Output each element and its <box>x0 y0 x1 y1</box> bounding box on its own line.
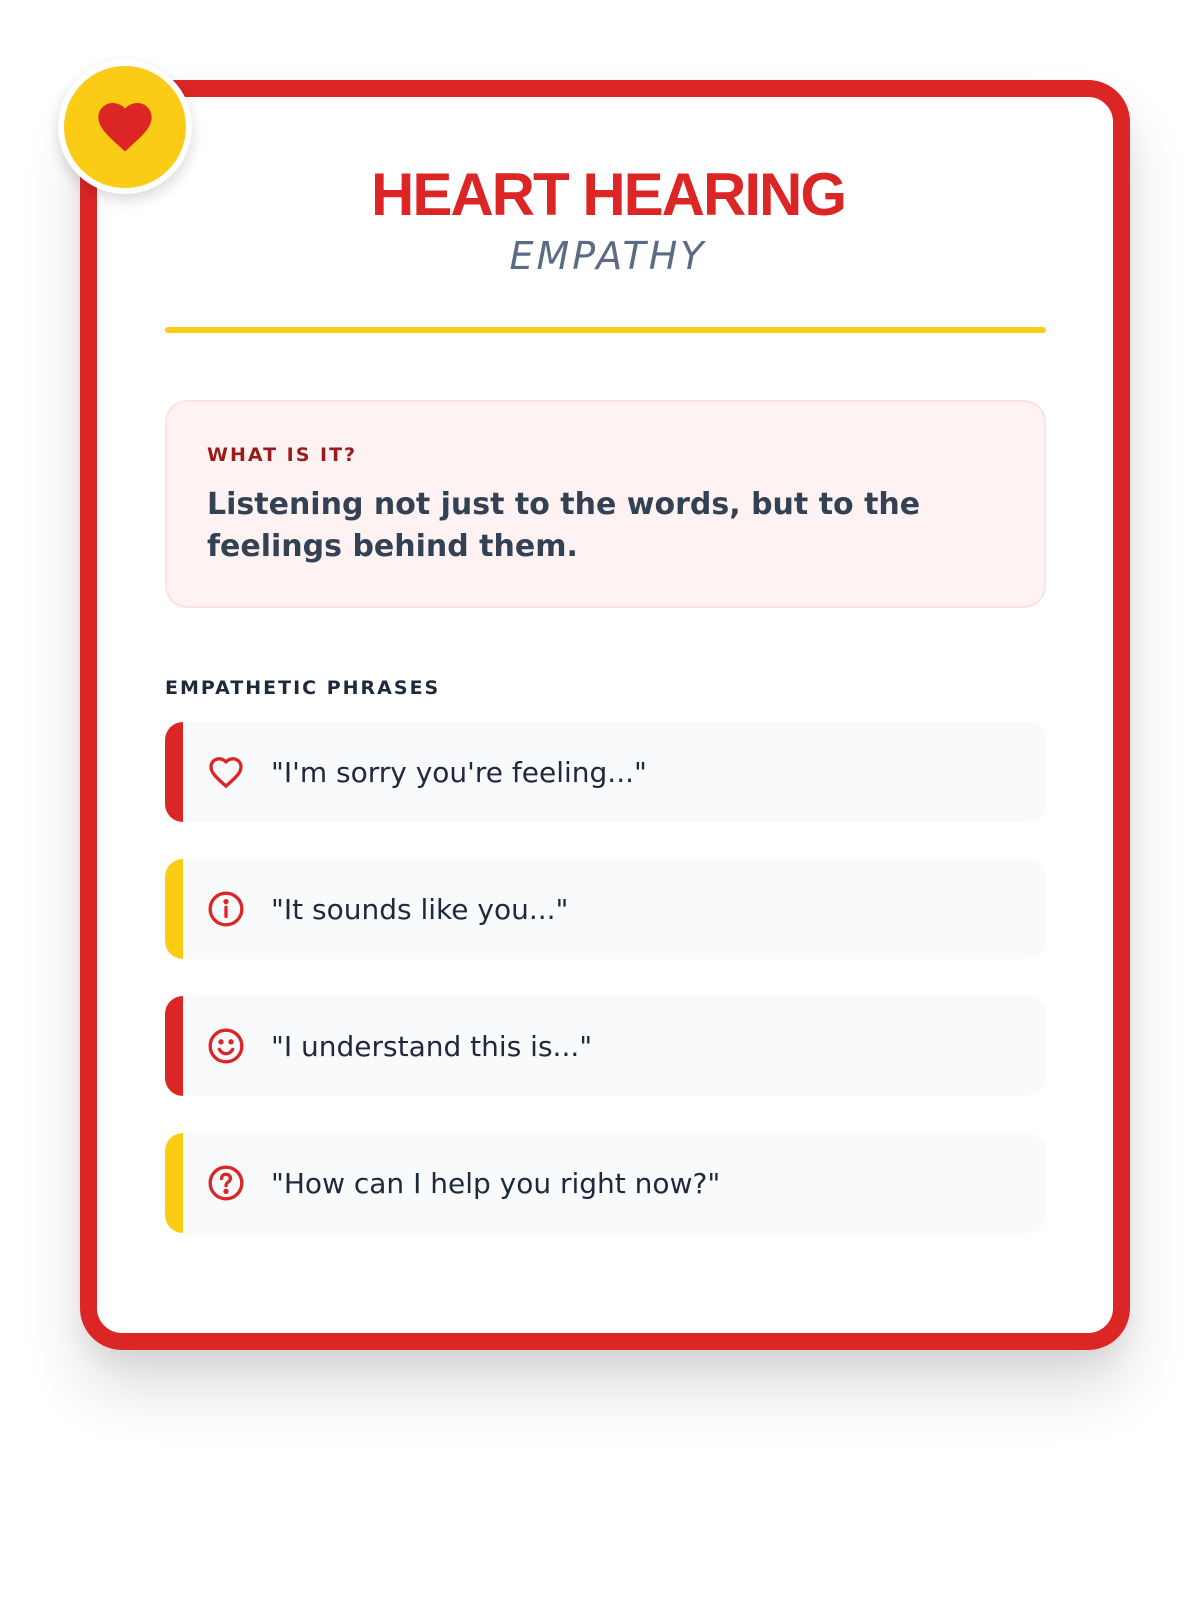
heart-badge <box>58 60 192 194</box>
card-subtitle: EMPATHY <box>509 234 707 278</box>
phrase-text: "How can I help you right now?" <box>271 1166 721 1200</box>
phrase-item <box>165 859 1046 959</box>
question-icon <box>205 1162 247 1204</box>
definition-box <box>165 400 1046 608</box>
card-title: HEART HEARING <box>370 161 845 228</box>
phrase-text: "I'm sorry you're feeling..." <box>271 755 647 789</box>
smile-icon <box>205 1025 247 1067</box>
definition-label: WHAT IS IT? <box>207 444 358 466</box>
title-divider <box>165 327 1046 333</box>
phrase-text: "I understand this is..." <box>271 1029 593 1063</box>
phrase-item <box>165 1133 1046 1233</box>
phrase-item <box>165 996 1046 1096</box>
definition-text: Listening not just to the words, but to the feelings behind them. <box>207 487 921 564</box>
heart-outline-icon <box>205 751 247 793</box>
phrase-text: "It sounds like you..." <box>271 892 569 926</box>
info-icon <box>205 888 247 930</box>
phrases-section-label: EMPATHETIC PHRASES <box>165 677 441 699</box>
phrase-item <box>165 722 1046 822</box>
heart-icon <box>93 95 157 159</box>
